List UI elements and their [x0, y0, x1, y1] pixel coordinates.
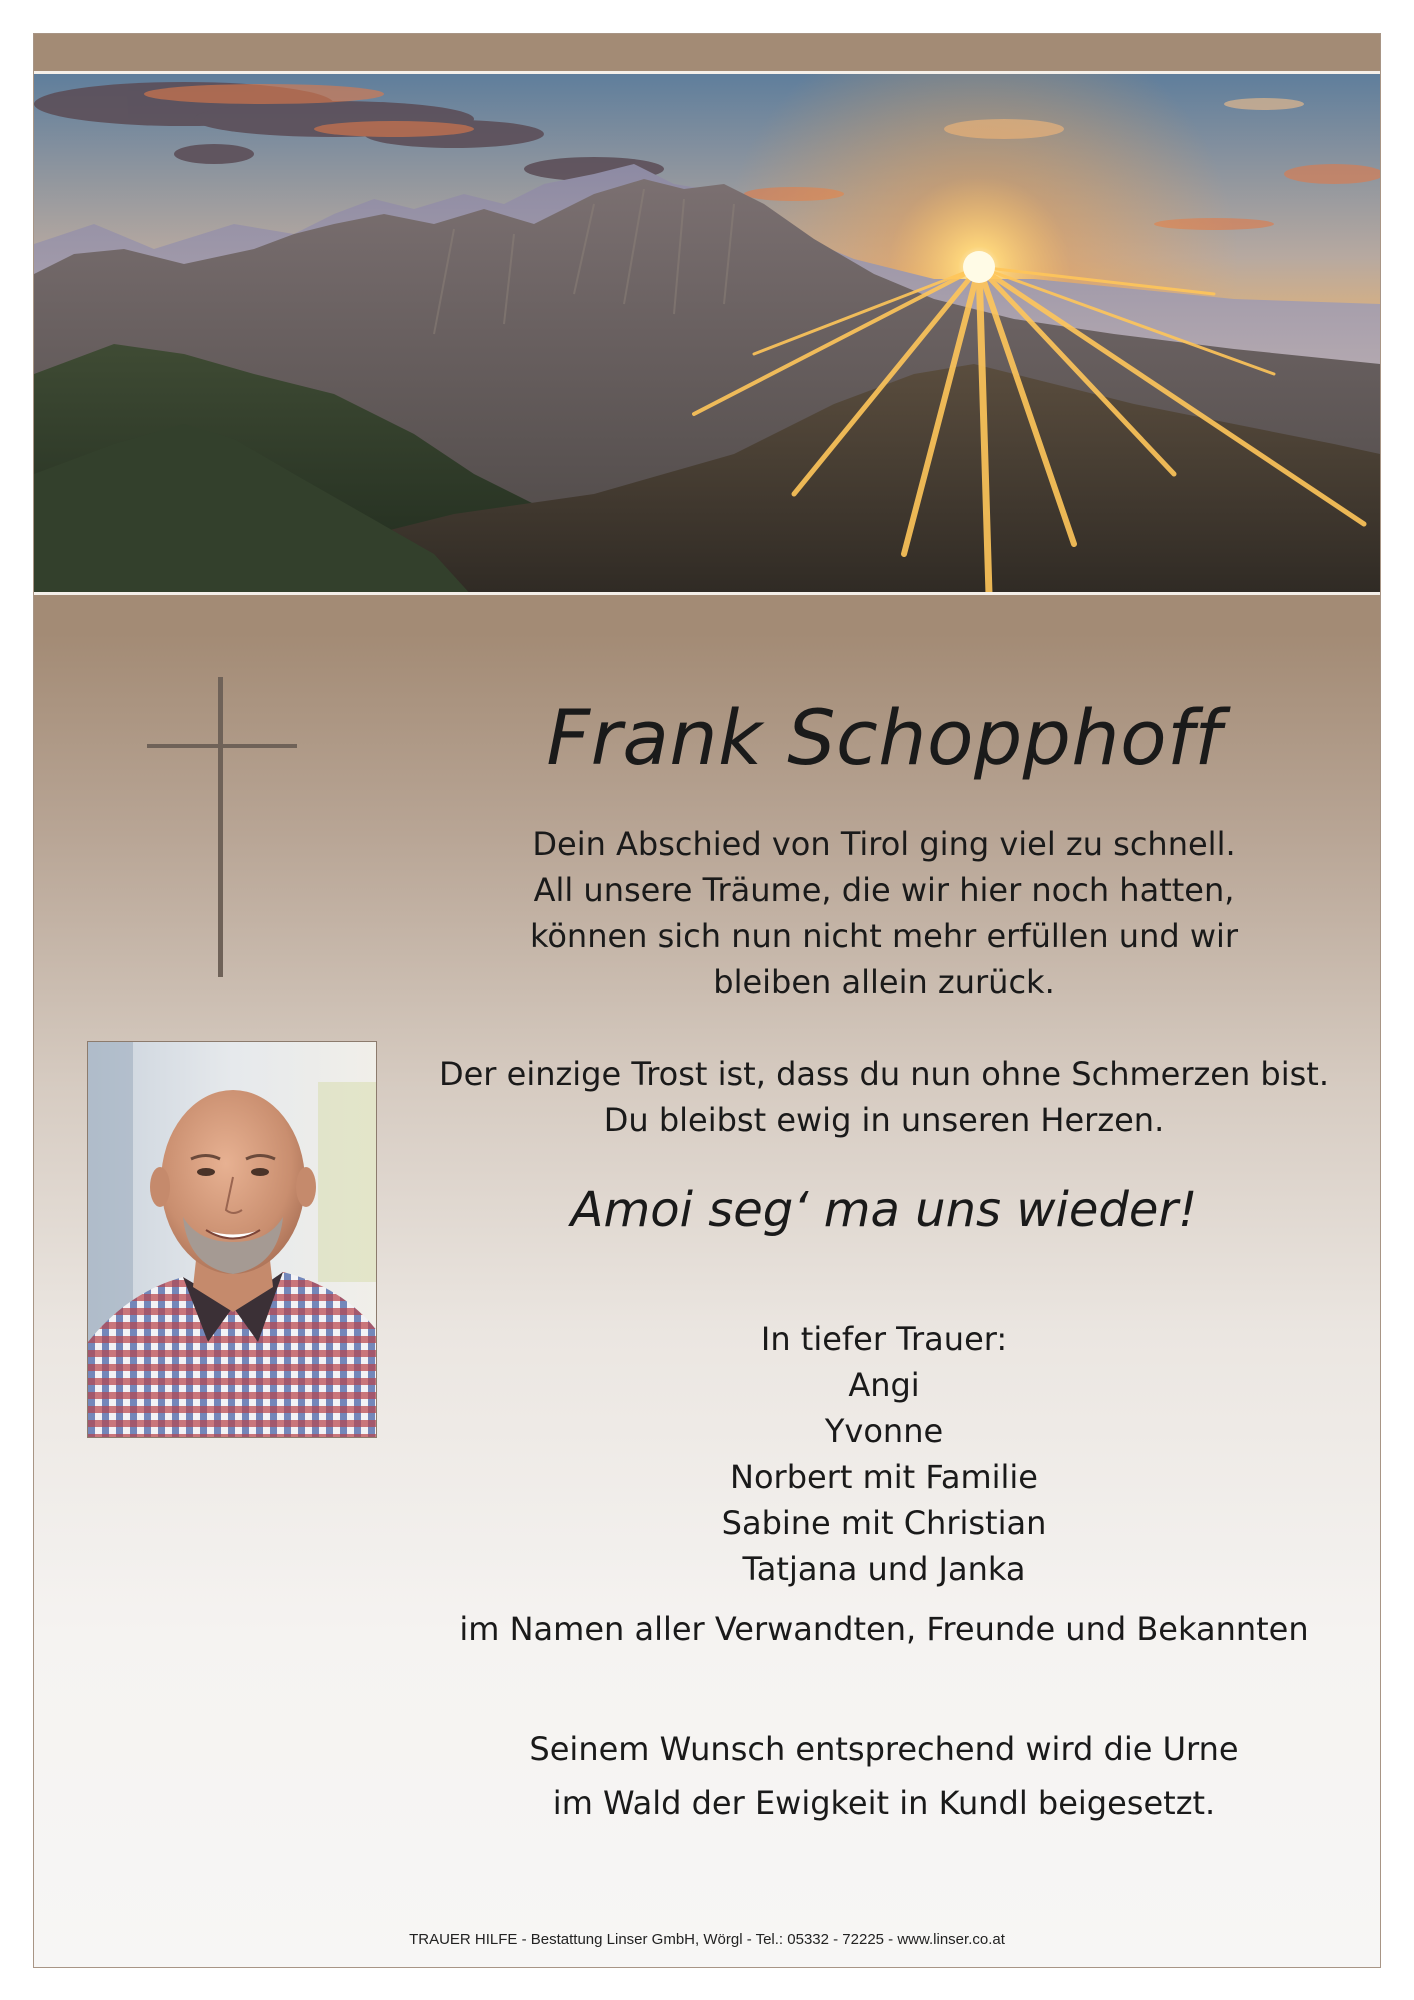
- mourner-name: Angi: [848, 1366, 920, 1404]
- wish-line: im Wald der Ewigkeit in Kundl beigesetzt.: [552, 1784, 1216, 1822]
- mountain-sunset-banner: [34, 71, 1380, 595]
- mourners-list: [404, 1316, 1364, 1592]
- verse-line: Dein Abschied von Tirol ging viel zu schnell.: [532, 825, 1236, 863]
- verse-line: All unsere Träume, die wir hier noch hatten,: [533, 871, 1235, 909]
- verse-1: [404, 821, 1364, 1005]
- deceased-portrait: [87, 1041, 377, 1438]
- verse-line: Der einzige Trost ist, dass du nun ohne Schmerzen bist.: [438, 1055, 1330, 1093]
- verse-line: Du bleibst ewig in unseren Herzen.: [603, 1101, 1165, 1139]
- cross-vertical-bar: [218, 677, 223, 977]
- verse-line: bleiben allein zurück.: [713, 963, 1055, 1001]
- wish-line: Seinem Wunsch entsprechend wird die Urne: [529, 1730, 1239, 1768]
- mourner-name: Sabine mit Christian: [721, 1504, 1047, 1542]
- mourners-heading: In tiefer Trauer:: [760, 1320, 1008, 1358]
- obituary-card: [33, 33, 1381, 1968]
- mourner-name: Tatjana und Janka: [742, 1550, 1026, 1588]
- motto: Amoi seg‘ ma uns wieder!: [570, 1182, 1198, 1238]
- relatives-line: im Namen aller Verwandten, Freunde und Bekannten: [459, 1610, 1309, 1648]
- verse-2: [404, 1051, 1364, 1143]
- mourner-name: Norbert mit Familie: [730, 1458, 1038, 1496]
- burial-wish: [404, 1722, 1364, 1830]
- verse-line: können sich nun nicht mehr erfüllen und wir: [529, 917, 1239, 955]
- top-band: [34, 34, 1380, 66]
- mourner-name: Yvonne: [824, 1412, 944, 1450]
- cross-horizontal-bar: [147, 744, 297, 748]
- footer-funeral-home: TRAUER HILFE - Bestattung Linser GmbH, Wörgl - Tel.: 05332 - 72225 - www.linser.co.at: [409, 1931, 1005, 1948]
- deceased-name: Frank Schopphoff: [546, 693, 1222, 782]
- cross-icon: [147, 677, 297, 977]
